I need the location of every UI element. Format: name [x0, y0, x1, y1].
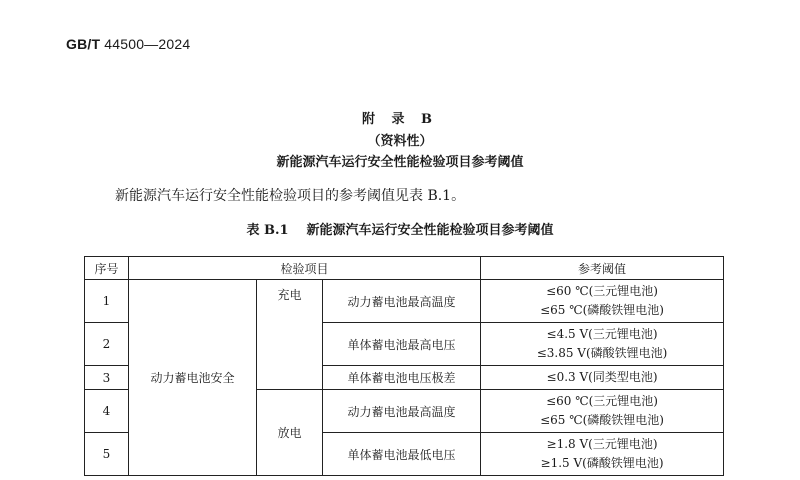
threshold-line: ≤65 ℃(磷酸铁锂电池) — [540, 413, 664, 427]
threshold-line: ≤60 ℃(三元锂电池) — [546, 394, 658, 408]
table-caption — [0, 219, 800, 238]
threshold-line: ≤4.5 V(三元锂电池) — [546, 327, 658, 341]
threshold-line: ≤65 ℃(磷酸铁锂电池) — [540, 303, 664, 317]
table-header-row — [85, 257, 724, 280]
row-item: 单体蓄电池最高电压 — [323, 323, 481, 366]
group-charge: 充电 — [257, 280, 323, 390]
row-threshold — [481, 433, 724, 476]
row-seq: 1 — [85, 280, 129, 323]
header-seq: 序号 — [85, 257, 129, 280]
header-item: 检验项目 — [129, 257, 481, 280]
row-threshold — [481, 280, 724, 323]
row-threshold — [481, 323, 724, 366]
threshold-line: ≤60 ℃(三元锂电池) — [546, 284, 658, 298]
row-seq: 4 — [85, 390, 129, 433]
standard-number: 44500—2024 — [104, 36, 191, 52]
threshold-line: ≥1.5 V(磷酸铁锂电池) — [540, 456, 664, 470]
intro-paragraph: 新能源汽车运行安全性能检验项目的参考阈值见表 B.1。 — [115, 188, 466, 204]
row-seq: 2 — [85, 323, 129, 366]
appendix-type: （资料性） — [367, 134, 433, 149]
table-caption-number: 表 B.1 — [246, 223, 289, 238]
row-item: 动力蓄电池最高温度 — [323, 390, 481, 433]
row-threshold — [481, 390, 724, 433]
row-item: 动力蓄电池最高温度 — [323, 280, 481, 323]
row-item: 单体蓄电池电压极差 — [323, 366, 481, 390]
standard-prefix: GB/T — [66, 36, 101, 52]
table-row — [85, 280, 724, 323]
standard-code — [66, 36, 190, 52]
row-item: 单体蓄电池最低电压 — [323, 433, 481, 476]
threshold-line: ≥1.8 V(三元锂电池) — [546, 437, 658, 451]
appendix-label: 附 录 B — [361, 112, 439, 127]
row-seq: 5 — [85, 433, 129, 476]
threshold-line: ≤0.3 V(同类型电池) — [546, 370, 658, 384]
header-threshold: 参考阈值 — [481, 257, 724, 280]
threshold-table — [84, 256, 724, 476]
group-discharge: 放电 — [257, 390, 323, 476]
row-seq: 3 — [85, 366, 129, 390]
category-cell: 动力蓄电池安全 — [129, 280, 257, 476]
appendix-title: 新能源汽车运行安全性能检验项目参考阈值 — [276, 155, 524, 170]
row-threshold — [481, 366, 724, 390]
table-caption-title: 新能源汽车运行安全性能检验项目参考阈值 — [306, 223, 554, 238]
threshold-line: ≤3.85 V(磷酸铁锂电池) — [536, 346, 668, 360]
